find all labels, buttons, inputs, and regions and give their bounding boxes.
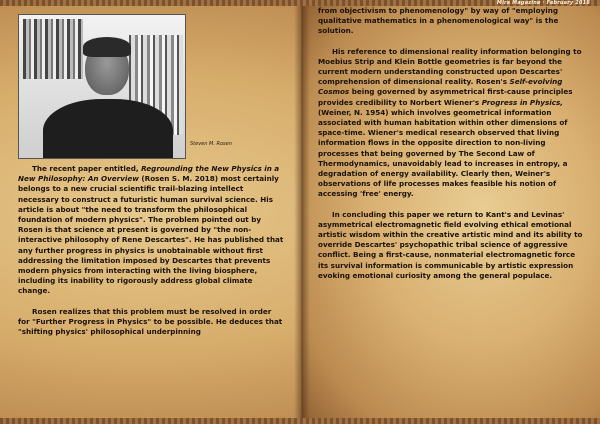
paragraph: any further progress in physics is unobtainable without first addressing the limitation imposed by Descartes that prevents modern physics from interacting with the living biosphere, including its inability to rigorously address global climate change. [18,245,271,296]
paragraph: In concluding this paper we return to Kant's and Levinas' asymmetrical electromagnetic field evolving ethical emotional artistic wisdom within the creative artistic mind and its ability to override Descartes' psychopathic tribal science of aggressive conflict. Being a first-cause, nonmaterial electromagnetic force its survival information is communicable by artistic expression evoking emotional curiosity among the general populace. [318,209,583,280]
paper-title: Regrounding the New Physics in a New Philosophy: An Overview [18,164,280,184]
left-column [18,164,284,337]
book-title: Progress in Physics, [481,97,564,107]
bookshelf [23,19,83,79]
book-title: Self-evolving Cosmos [318,77,563,97]
paragraph: Rosen realizes that this problem must be resolved in order for "Further Progress in Physics" to be possible. He deduces that "shifting physics' philosophical underpinning [18,306,283,337]
paragraph: His reference to dimensional reality information belonging to Moebius Strip and Klein Bottle geometries is far beyond the current modern understanding constructed upon Descartes' comprehension of dimensional reality. Rosen's Self-evolving Cosmos being governed by asymmetrical first-cause principles provides credibility to Norbert Wiener's Progress in Physics, (Weiner, N. 1954) which involves geometrical information associated with human habitation within other dimensions of space-time. Wiener's medical research observed that living information flows in the opposite direction to non-living processes that being governed by The Second Law of Thermodynamics, unavoidably lead to increases in entropy, a degradation of energy availability. Clearly then, Weiner's observations of life processes makes feasible his notion of accessing 'free' energy. [318,46,582,199]
page-edge-bottom [0,418,600,424]
masthead: Mira Magazine · February 2018 [496,0,590,6]
photo-caption: Steven M. Rosen [190,141,232,147]
author-photo [18,14,186,159]
person-hair [83,37,131,57]
right-column [318,6,584,281]
paragraph: The recent paper entitled, Regrounding the New Physics in a New Philosophy: An Overview (Rosen S. M. 2018) most certainly belongs to a new crucial scientific trail-blazing intellect necessary to construct a futuristic human survival science. His article is about "the need to transform the philosophical foundation of modern physics". The problem pointed out by Rosen is that science at present is governed by "the non-interactive philosophy of Rene Descartes". He has published that [18,164,284,245]
paragraph: from objectivism to phenomenology" by way of "employing qualitative mathematics in a phenomenological way" is the solution. [318,6,559,36]
person-body [43,99,173,159]
page-gutter [294,0,310,424]
